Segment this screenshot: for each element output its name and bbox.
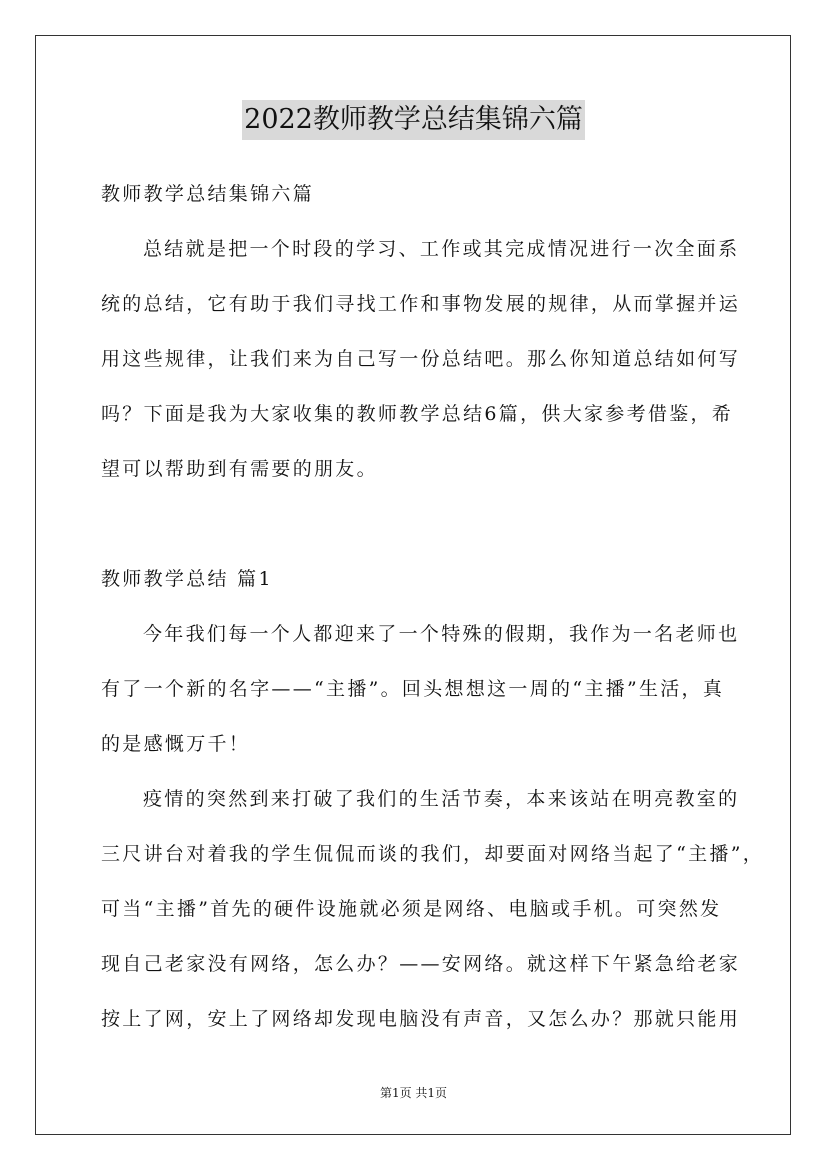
intro-line: 望可以帮助到有需要的朋友。 — [101, 458, 378, 480]
title-container — [0, 100, 827, 140]
intro-line: 统的总结，它有助于我们寻找工作和事物发展的规律，从而掌握并运 — [101, 293, 741, 315]
section-heading: 教师教学总结 篇1 — [101, 568, 273, 590]
page-footer — [0, 1084, 827, 1101]
document-title: 2022教师教学总结集锦六篇 — [242, 100, 585, 140]
paragraph-line: 可当“主播”首先的硬件设施就必须是网络、电脑或手机。可突然发 — [101, 898, 722, 920]
paragraph-line: 按上了网，安上了网络却发现电脑没有声音，又怎么办？那就只能用 — [101, 1008, 741, 1030]
paragraph-line: 疫情的突然到来打破了我们的生活节奏，本来该站在明亮教室的 — [143, 788, 740, 810]
paragraph-line: 今年我们每一个人都迎来了一个特殊的假期，我作为一名老师也 — [143, 623, 740, 645]
intro-line: 总结就是把一个时段的学习、工作或其完成情况进行一次全面系 — [143, 238, 740, 260]
paragraph-line: 现自己老家没有网络，怎么办？——安网络。就这样下午紧急给老家 — [101, 953, 741, 975]
document-heading: 教师教学总结集锦六篇 — [101, 183, 315, 205]
paragraph-line: 有了一个新的名字——“主播”。回头想想这一周的“主播”生活，真 — [101, 678, 725, 700]
intro-line: 吗？下面是我为大家收集的教师教学总结6篇，供大家参考借鉴，希 — [101, 403, 734, 425]
paragraph-line: 的是感慨万千！ — [101, 733, 251, 755]
intro-line: 用这些规律，让我们来为自己写一份总结吧。那么你知道总结如何写 — [101, 348, 741, 370]
document-body — [101, 178, 765, 1035]
paragraph-line: 三尺讲台对着我的学生侃侃而谈的我们，却要面对网络当起了“主播”， — [101, 843, 765, 865]
page-number: 第1页 共1页 — [379, 1086, 448, 1100]
